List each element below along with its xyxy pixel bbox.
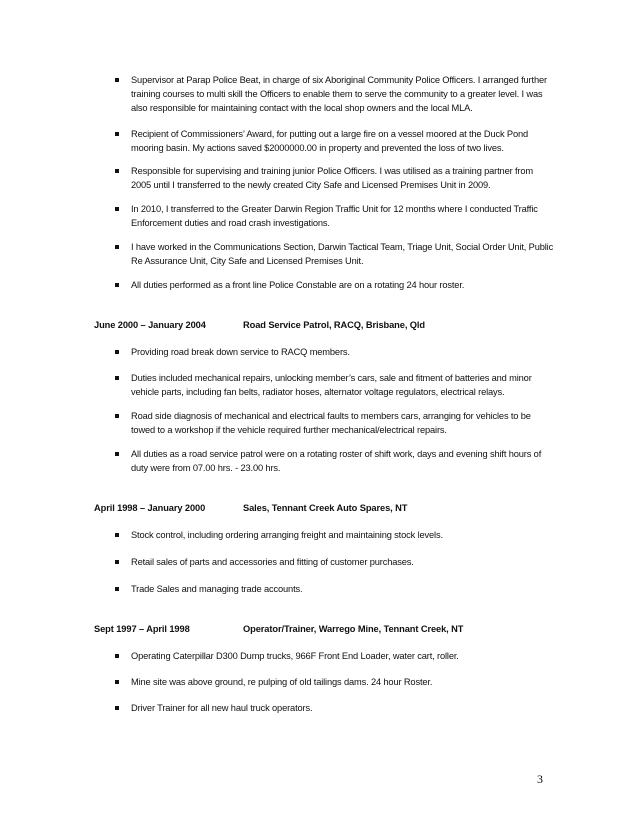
job-title: Operator/Trainer, Warrego Mine, Tennant Creek, NT <box>243 624 464 634</box>
bullet-square-icon <box>115 245 119 249</box>
bullet-square-icon <box>115 414 119 418</box>
job-title: Road Service Patrol, RACQ, Brisbane, Qld <box>243 320 425 330</box>
list-item: In 2010, I transferred to the Greater Darwin Region Traffic Unit for 12 months where I conducted Traffic Enforcement duties and road crash investigations. <box>115 202 555 230</box>
bullet-square-icon <box>115 654 119 658</box>
list-item: Trade Sales and managing trade accounts. <box>115 582 555 596</box>
bullet-square-icon <box>115 706 119 710</box>
bullet-square-icon <box>115 376 119 380</box>
list-item: Retail sales of parts and accessories and fitting of customer purchases. <box>115 555 555 569</box>
page-number: 3 <box>537 772 543 786</box>
bullet-square-icon <box>115 533 119 537</box>
list-item: Duties included mechanical repairs, unlocking member’s cars, sale and fitment of batteries and minor vehicle parts, including fan belts, radiator hoses, alternator voltage regulators, electrical relays. <box>115 371 555 399</box>
bullet-square-icon <box>115 560 119 564</box>
bullet-square-icon <box>115 78 119 82</box>
bullet-square-icon <box>115 680 119 684</box>
list-item: Providing road break down service to RACQ members. <box>115 345 555 359</box>
list-item: Stock control, including ordering arranging freight and maintaining stock levels. <box>115 528 555 542</box>
list-item: Driver Trainer for all new haul truck operators. <box>115 701 555 715</box>
list-item: Recipient of Commissioners’ Award, for putting out a large fire on a vessel moored at the Duck Pond mooring basin. My actions saved $2000000.00 in property and prevented the loss of two lives. <box>115 127 555 155</box>
list-item: All duties performed as a front line Police Constable are on a rotating 24 hour roster. <box>115 278 555 292</box>
list-item: Mine site was above ground, re pulping of old tailings dams. 24 hour Roster. <box>115 675 555 689</box>
list-item: I have worked in the Communications Section, Darwin Tactical Team, Triage Unit, Social Order Unit, Public Re Assurance Unit, City Safe and Licensed Premises Unit. <box>115 240 555 268</box>
job-dates: Sept 1997 – April 1998 <box>94 624 190 634</box>
list-item: Responsible for supervising and training junior Police Officers. I was utilised as a training partner from 2005 until I transferred to the newly created City Safe and Licensed Premises Unit in 2009. <box>115 164 555 192</box>
job-dates: April 1998 – January 2000 <box>94 503 206 513</box>
bullet-square-icon <box>115 350 119 354</box>
list-item: All duties as a road service patrol were on a rotating roster of shift work, days and evening shift hours of duty were from 07.00 hrs. - 23.00 hrs. <box>115 447 555 475</box>
list-item: Road side diagnosis of mechanical and electrical faults to members cars, arranging for vehicles to be towed to a workshop if the vehicle required further mechanical/electrical repairs. <box>115 409 555 437</box>
bullet-square-icon <box>115 169 119 173</box>
list-item: Supervisor at Parap Police Beat, in charge of six Aboriginal Community Police Officers. I arranged further training courses to multi skill the Officers to enable them to serve the community to a greater level. I was also responsible for maintaining contact with the local shop owners and the local MLA. <box>115 73 555 115</box>
bullet-square-icon <box>115 207 119 211</box>
job-dates: June 2000 – January 2004 <box>94 320 206 330</box>
job-title: Sales, Tennant Creek Auto Spares, NT <box>243 503 408 513</box>
list-item: Operating Caterpillar D300 Dump trucks, 966F Front End Loader, water cart, roller. <box>115 649 555 663</box>
bullet-square-icon <box>115 587 119 591</box>
bullet-square-icon <box>115 452 119 456</box>
bullet-square-icon <box>115 283 119 287</box>
bullet-square-icon <box>115 132 119 136</box>
